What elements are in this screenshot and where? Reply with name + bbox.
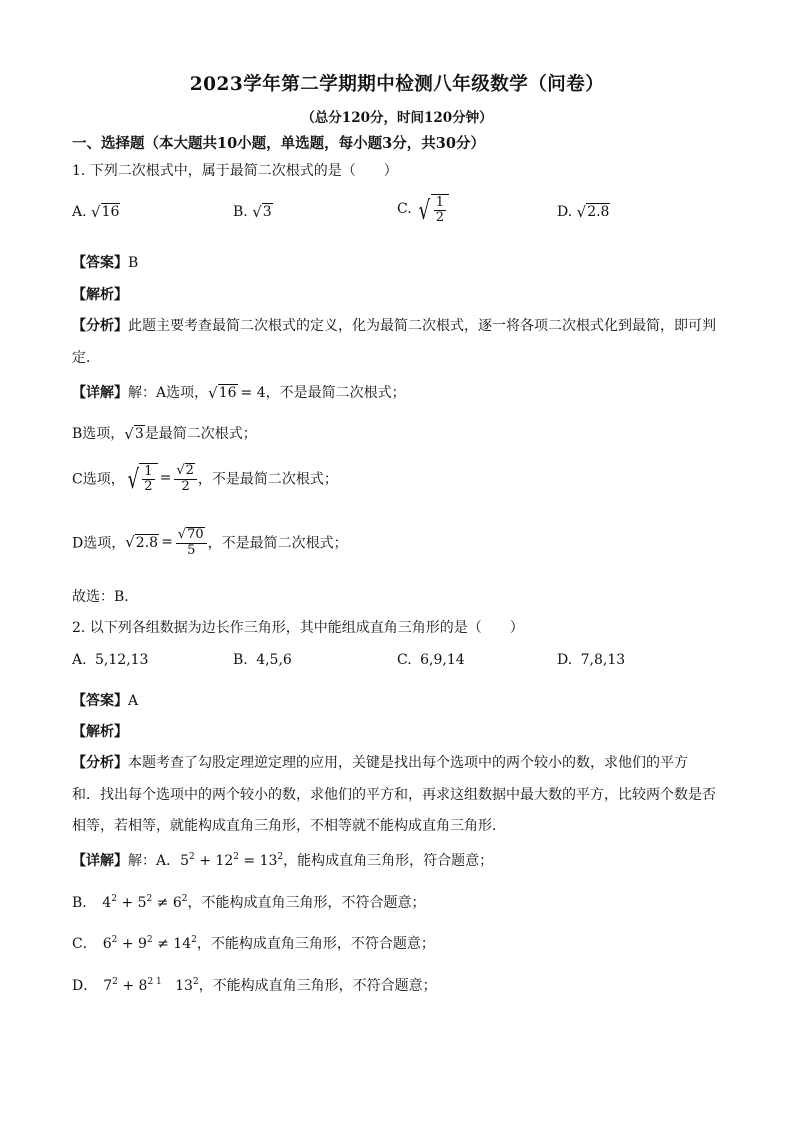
q1-fenxi-line2: 定．	[72, 350, 100, 366]
q2-option-c-label: C.	[397, 652, 412, 668]
q2-option-d-value: 7,8,13	[580, 652, 626, 668]
q1-detail-d-radicand: 2.8	[135, 534, 159, 551]
q1-stem: 1. 下列二次根式中，属于最简二次根式的是（ ）	[72, 163, 398, 179]
q2-fenxi-line2: 和．找出每个选项中的两个较小的数，求他们的平方和，再求这组数据中最大数的平方，比较两个数是否	[72, 787, 716, 803]
q1-detail-d-suffix: ，不是最简二次根式；	[207, 535, 348, 552]
page-subtitle: （总分120分，时间120分钟）	[301, 110, 493, 126]
q1-detail-b-suffix: 是最简二次根式；	[144, 426, 257, 442]
q2-detail-c	[72, 933, 435, 953]
q1-option-d	[557, 203, 610, 221]
q2-option-d-label: D.	[557, 652, 573, 668]
q1-detail-b-radical: √ 3	[124, 425, 144, 443]
q2-detail-c-suffix: ，不能构成直角三角形，不符合题意；	[196, 936, 435, 952]
q1-detail-c-eq: =	[159, 470, 172, 487]
q2-option-c-value: 6,9,14	[420, 652, 465, 668]
q1-detail-d-result-denominator: 5	[187, 542, 196, 558]
q2-answer	[72, 690, 138, 710]
q2-option-d	[557, 652, 625, 668]
q2-detail-b-prefix: B．	[72, 895, 97, 911]
q1-answer	[72, 252, 138, 272]
q1-option-d-radical: √ 2.8	[576, 203, 610, 221]
q1-detail-b-radicand: 3	[134, 426, 144, 443]
q1-detail-a-radicand: 16	[218, 385, 237, 402]
q1-option-c-label: C.	[397, 201, 412, 218]
q2-detail-b	[72, 892, 426, 912]
q2-detail-d-prefix: D．	[72, 978, 98, 994]
q1-analysis-label: 【解析】	[72, 287, 128, 303]
q1-detail-tag: 【详解】	[72, 385, 128, 401]
q1-option-a-radicand: 16	[101, 204, 120, 221]
q1-detail-d-radical: √ 2.8	[125, 533, 159, 552]
q1-detail-c-prefix: C选项，	[72, 471, 125, 488]
q1-answer-value: B	[128, 255, 139, 271]
q2-detail-a	[72, 850, 493, 870]
q2-analysis-tag	[72, 721, 128, 741]
q1-detail-c-result: √ 2 2	[174, 463, 197, 494]
q2-answer-value: A	[128, 693, 139, 709]
q2-detail-a-prefix: 解：A．	[128, 853, 181, 869]
q1-detail-a-radical: √ 16	[208, 384, 237, 402]
q1-option-a-label: A.	[72, 204, 87, 220]
q1-option-c-denominator: 2	[435, 209, 444, 225]
q1-option-c-numerator: 1	[435, 195, 444, 210]
q2-detail-d-equation: $7^2 + 8^{2 1}$ $13^2$	[103, 977, 199, 994]
section-heading: 一、选择题（本大题共10小题，单选题，每小题3分，共30分）	[72, 135, 485, 152]
q2-detail-a-equation: $5^2 + 12^2 = 13^2$	[180, 852, 284, 869]
q1-option-b	[233, 203, 273, 221]
q1-detail-a-prefix: 解：A选项，	[128, 385, 209, 401]
q2-option-c	[397, 652, 465, 668]
q1-detail-b	[72, 423, 257, 443]
q1-option-b-radical: √ 3	[252, 203, 272, 221]
q2-detail-tag: 【详解】	[72, 853, 128, 869]
q1-detail-d-prefix: D选项，	[72, 535, 126, 552]
q1-detail-b-prefix: B选项，	[72, 426, 125, 442]
q2-detail-c-prefix: C．	[72, 936, 97, 952]
q2-fenxi-tag: 【分析】	[72, 755, 128, 771]
q1-fenxi-line1: 此题主要考查最简二次根式的定义，化为最简二次根式，逐一将各项二次根式化到最简，即可判	[128, 318, 716, 334]
q1-analysis-tag	[72, 284, 128, 304]
q1-option-b-radicand: 3	[262, 204, 272, 221]
q2-analysis-label: 【解析】	[72, 724, 128, 740]
q1-fenxi-tag: 【分析】	[72, 318, 128, 334]
q2-detail-b-equation: $4^2 + 5^2 \ne 6^2$	[102, 894, 188, 911]
q1-detail-c-radical: √ $\frac{1}{2}$	[125, 463, 158, 493]
q1-option-b-label: B.	[233, 204, 248, 220]
q1-option-c	[397, 194, 449, 227]
q1-detail-c-numerator: 1	[144, 464, 153, 480]
q2-option-a-value: 5,12,13	[95, 652, 149, 668]
q2-stem: 2. 以下列各组数据为边长作三角形，其中能组成直角三角形的是（ ）	[72, 620, 524, 636]
q2-option-b-label: B.	[233, 652, 248, 668]
q1-fenxi	[72, 315, 716, 335]
q1-detail-c-suffix: ，不是最简二次根式；	[197, 471, 338, 488]
q1-answer-tag: 【答案】	[72, 255, 128, 271]
q1-option-a	[72, 203, 120, 221]
q1-detail-c	[72, 463, 338, 494]
q1-detail-d-eq: =	[161, 534, 173, 551]
q1-option-a-radical: √ 16	[91, 203, 120, 221]
q1-detail-d-result-numerator: 70	[187, 527, 204, 542]
page-title: 2023学年第二学期期中检测八年级数学（问卷）	[189, 74, 605, 95]
q1-conclusion: 故选：B．	[72, 589, 139, 605]
q1-detail-a-suffix: ，不是最简二次根式；	[265, 385, 406, 401]
q1-detail-a-result: = 4	[240, 385, 266, 401]
q2-fenxi-line3: 相等，若相等，就能构成直角三角形，不相等就不能构成直角三角形．	[72, 818, 506, 834]
q2-detail-d	[72, 975, 437, 995]
q1-option-d-label: D.	[557, 204, 573, 220]
q2-fenxi	[72, 752, 688, 772]
q1-detail-c-denominator: 2	[144, 478, 153, 494]
q2-answer-tag: 【答案】	[72, 693, 128, 709]
q2-detail-b-suffix: ，不能构成直角三角形，不符合题意；	[187, 895, 426, 911]
q1-detail-c-result-numerator: 2	[185, 463, 194, 478]
q2-detail-c-equation: $6^2 + 9^2 \ne 14^2$	[102, 935, 197, 952]
q2-option-a-label: A.	[72, 652, 87, 668]
q2-fenxi-line1: 本题考查了勾股定理逆定理的应用，关键是找出每个选项中的两个较小的数，求他们的平方	[128, 755, 688, 771]
q2-option-b-value: 4,5,6	[256, 652, 292, 668]
q1-option-d-radicand: 2.8	[587, 204, 610, 221]
q1-detail-d	[72, 527, 348, 558]
q1-detail-d-result: √ 70 5	[176, 527, 207, 558]
q1-detail-a	[72, 382, 406, 402]
q1-option-c-radical: √ $\frac{1}{2}$	[416, 194, 449, 224]
q1-detail-c-result-denominator: 2	[181, 478, 190, 494]
q2-option-a	[72, 652, 148, 668]
q2-option-b	[233, 652, 292, 668]
q2-detail-d-suffix: ，不能构成直角三角形，不符合题意；	[198, 978, 437, 994]
q2-detail-a-suffix: ，能构成直角三角形，符合题意；	[283, 853, 494, 869]
